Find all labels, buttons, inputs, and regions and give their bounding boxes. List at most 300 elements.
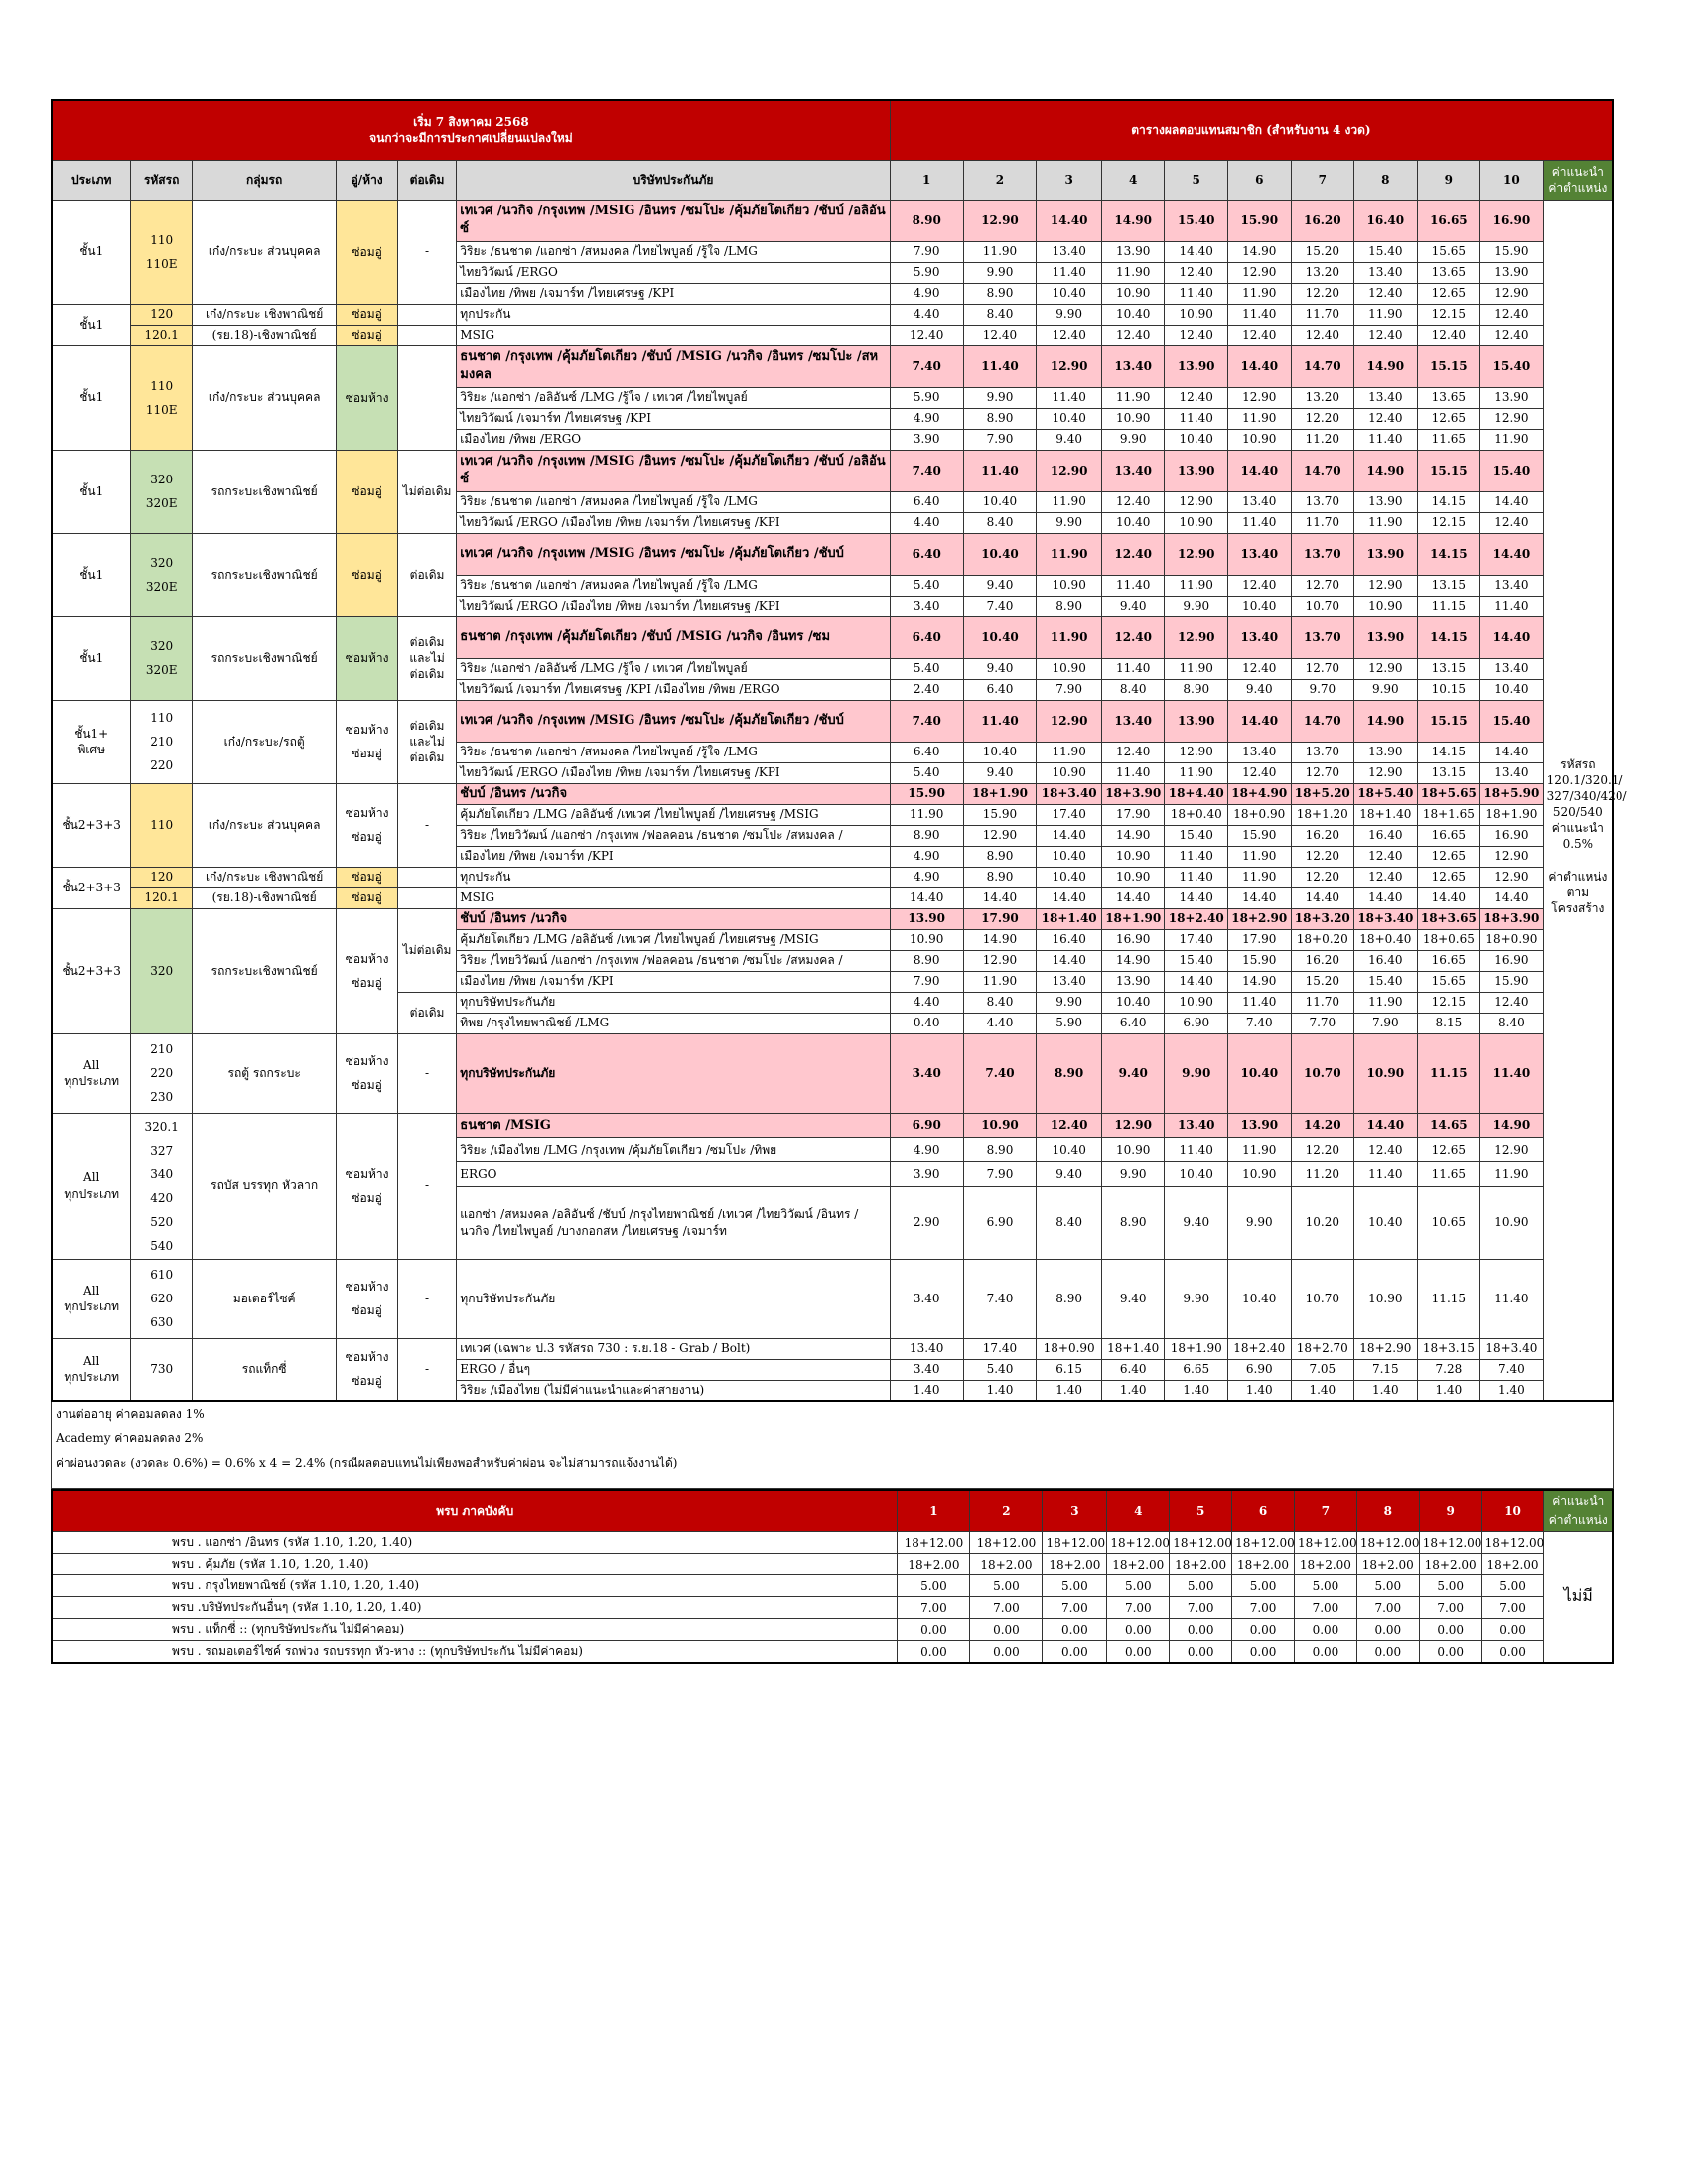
compulsory-rate: 7.00	[1356, 1597, 1419, 1619]
rate-cell: 18+3.65	[1417, 908, 1480, 929]
rate-cell: 13.90	[890, 908, 963, 929]
rate-cell: 11.15	[1417, 596, 1480, 616]
rate-cell: 18+4.40	[1165, 783, 1228, 804]
rate-cell: 18+1.90	[1165, 1338, 1228, 1359]
vehicle-group: รถกระบะเชิงพาณิชย์	[192, 533, 337, 616]
rate-cell: 18+3.15	[1417, 1338, 1480, 1359]
compulsory-inst-3: 3	[1043, 1490, 1107, 1532]
rate-cell: 9.90	[1165, 1259, 1228, 1338]
rate-cell: 12.70	[1291, 575, 1354, 596]
rate-cell: 12.20	[1291, 283, 1354, 304]
rate-cell: 7.90	[1037, 679, 1102, 700]
rate-cell: 13.90	[1165, 345, 1228, 387]
rate-cell: 12.40	[1228, 325, 1292, 345]
rate-cell: 10.40	[1101, 512, 1165, 533]
vehicle-code: 110 210 220	[131, 700, 192, 783]
insurer-list: วิริยะ /เมืองไทย /LMG /กรุงเทพ /คุ้มภัยโตเกียว /ซมโปะ /ทิพย	[457, 1138, 891, 1162]
insurer-list: ธนชาต /กรุงเทพ /คุ้มภัยโตเกียว /ชับบ์ /MSIG /นวกิจ /อินทร /ซม	[457, 616, 891, 658]
col-insurer: บริษัทประกันภัย	[457, 160, 891, 200]
rate-cell: 16.90	[1480, 200, 1544, 241]
renew-status: ต่อเดิม และไม่ ต่อเดิม	[397, 700, 456, 783]
rate-cell: 10.40	[1037, 846, 1102, 867]
rate-cell: 16.40	[1354, 950, 1418, 971]
rate-cell: 11.90	[1354, 304, 1418, 325]
rate-cell: 4.40	[890, 304, 963, 325]
compulsory-inst-4: 4	[1107, 1490, 1170, 1532]
rate-cell: 11.40	[1480, 1033, 1544, 1113]
rate-cell: 13.40	[1101, 700, 1165, 742]
rate-cell: 11.40	[1228, 992, 1292, 1013]
compulsory-row	[52, 1597, 1613, 1619]
compulsory-rate: 18+12.00	[1294, 1532, 1356, 1554]
rate-cell: 9.90	[1228, 1186, 1292, 1259]
vehicle-type: ชั้น1+ พิเศษ	[52, 700, 131, 783]
rate-cell: 4.90	[890, 408, 963, 429]
rate-cell: 9.70	[1291, 679, 1354, 700]
rate-cell: 12.65	[1417, 283, 1480, 304]
rate-cell: 5.40	[890, 762, 963, 783]
rate-cell: 11.90	[1228, 283, 1292, 304]
vehicle-code: 320.1 327 340 420 520 540	[131, 1113, 192, 1259]
rate-cell: 8.90	[890, 200, 963, 241]
remark-line: ค่าแนะนำ	[1551, 821, 1604, 836]
rate-cell: 9.40	[1101, 1033, 1165, 1113]
rate-cell: 6.90	[1228, 1359, 1292, 1380]
rate-cell: 13.90	[1165, 450, 1228, 491]
vehicle-type: ชั้น1	[52, 345, 131, 450]
rate-cell: 14.40	[1480, 533, 1544, 575]
rate-cell: 13.90	[1480, 387, 1544, 408]
vehicle-group: เก๋ง/กระบะ ส่วนบุคคล	[192, 200, 337, 304]
vehicle-type: All ทุกประเภท	[52, 1259, 131, 1338]
rate-cell: 5.40	[890, 658, 963, 679]
insurer-list: วิริยะ /แอกซ่า /อลิอันซ์ /LMG /รู้ใจ / เทเวศ /ไทยไพบูลย์	[457, 658, 891, 679]
rate-cell: 10.90	[1354, 1259, 1418, 1338]
insurer-list: ไทยวิวัฒน์ /ERGO /เมืองไทย /ทิพย /เจมาร์ท /ไทยเศรษฐ /KPI	[457, 596, 891, 616]
insurer-list: ทุกประกัน	[457, 867, 891, 887]
rate-cell: 13.40	[1228, 616, 1292, 658]
rate-cell: 11.90	[890, 804, 963, 825]
garage-type: ซ่อมอู่	[337, 533, 397, 616]
note-academy: Academy ค่าคอมลดลง 2%	[56, 1432, 204, 1445]
compulsory-rate: 0.00	[1170, 1619, 1232, 1641]
rate-cell: 15.65	[1417, 241, 1480, 262]
vehicle-type: ชั้น1	[52, 450, 131, 533]
renew-status	[397, 867, 456, 887]
rate-cell: 10.40	[963, 616, 1037, 658]
rate-cell: 12.90	[1037, 700, 1102, 742]
rate-cell: 7.70	[1291, 1013, 1354, 1033]
rate-cell: 4.40	[890, 992, 963, 1013]
rate-cell: 10.20	[1291, 1186, 1354, 1259]
rate-cell: 18+2.90	[1228, 908, 1292, 929]
rate-cell: 13.90	[1354, 742, 1418, 762]
rate-cell: 1.40	[1354, 1380, 1418, 1401]
rate-cell: 18+3.40	[1480, 1338, 1544, 1359]
rate-cell: 18+1.90	[1101, 908, 1165, 929]
compulsory-title: พรบ ภาคบังคับ	[52, 1490, 898, 1532]
col-remark: ค่าแนะนำ ค่าตำแหน่ง	[1543, 160, 1613, 200]
compulsory-rate: 0.00	[898, 1619, 970, 1641]
col-code: รหัสรถ	[131, 160, 192, 200]
rate-cell: 1.40	[890, 1380, 963, 1401]
rate-cell: 14.40	[1037, 825, 1102, 846]
rate-cell: 13.70	[1291, 491, 1354, 512]
rate-cell: 6.40	[890, 742, 963, 762]
rate-cell: 13.40	[1228, 533, 1292, 575]
rate-cell: 14.40	[1480, 491, 1544, 512]
col-inst-6: 6	[1228, 160, 1292, 200]
rate-cell: 18+1.90	[1480, 804, 1544, 825]
rate-cell: 11.90	[1037, 742, 1102, 762]
compulsory-row	[52, 1641, 1613, 1664]
rate-cell: 18+1.65	[1417, 804, 1480, 825]
note-installment: ค่าผ่อนงวดละ (งวดละ 0.6%) = 0.6% x 4 = 2.4% (กรณีผลตอบแทนไม่เพียงพอสำหรับค่าผ่อน จะไม่สามารถแจ้งงานได้)	[56, 1456, 678, 1470]
col-type: ประเภท	[52, 160, 131, 200]
remark-line: รหัสรถ	[1560, 756, 1596, 771]
rate-cell: 1.40	[1228, 1380, 1292, 1401]
rate-cell: 15.90	[963, 804, 1037, 825]
vehicle-group: รถกระบะเชิงพาณิชย์	[192, 616, 337, 700]
rate-cell: 12.65	[1417, 867, 1480, 887]
rate-cell: 5.90	[1037, 1013, 1102, 1033]
rate-cell: 10.90	[1165, 512, 1228, 533]
rate-cell: 12.40	[1037, 325, 1102, 345]
rate-cell: 11.40	[963, 700, 1037, 742]
effective-date-header	[52, 100, 890, 160]
rate-cell: 16.20	[1291, 825, 1354, 846]
compulsory-rate: 7.00	[1294, 1597, 1356, 1619]
insurer-list: MSIG	[457, 887, 891, 908]
rate-cell: 10.90	[890, 929, 963, 950]
garage-type: ซ่อมห้าง	[337, 345, 397, 450]
rate-cell: 12.40	[1291, 325, 1354, 345]
rate-cell: 18+4.90	[1228, 783, 1292, 804]
rate-cell: 12.90	[1228, 387, 1292, 408]
rate-cell: 10.40	[1480, 679, 1544, 700]
vehicle-type: ชั้น1	[52, 200, 131, 304]
rate-cell: 15.40	[1480, 345, 1544, 387]
col-inst-5: 5	[1165, 160, 1228, 200]
compulsory-rate: 18+12.00	[970, 1532, 1043, 1554]
renew-status: -	[397, 1113, 456, 1259]
compulsory-rate: 18+12.00	[1481, 1532, 1544, 1554]
rate-cell: 5.90	[890, 387, 963, 408]
rate-cell: 6.40	[890, 616, 963, 658]
compulsory-rate: 0.00	[1294, 1641, 1356, 1664]
rate-cell: 1.40	[1417, 1380, 1480, 1401]
compulsory-rate: 0.00	[970, 1619, 1043, 1641]
rate-cell: 15.90	[1228, 825, 1292, 846]
rate-cell: 18+0.40	[1165, 804, 1228, 825]
rate-cell: 11.70	[1291, 992, 1354, 1013]
insurer-list: วิริยะ /ไทยวิวัฒน์ /แอกซ่า /กรุงเทพ /ฟอลคอน /ธนชาต /ซมโปะ /สหมงคล /	[457, 950, 891, 971]
vehicle-type: ชั้น1	[52, 304, 131, 345]
compulsory-rate: 18+12.00	[1232, 1532, 1295, 1554]
compulsory-rate: 18+2.00	[1356, 1554, 1419, 1575]
renew-status: ไม่ต่อเดิม	[397, 450, 456, 533]
rate-cell: 14.40	[1228, 700, 1292, 742]
rate-cell: 11.40	[1101, 575, 1165, 596]
rate-cell: 12.15	[1417, 992, 1480, 1013]
rate-cell: 13.40	[1101, 345, 1165, 387]
rate-cell: 11.90	[1037, 491, 1102, 512]
rate-cell: 12.90	[963, 825, 1037, 846]
insurer-list: ไทยวิวัฒน์ /ERGO /เมืองไทย /ทิพย /เจมาร์ท /ไทยเศรษฐ /KPI	[457, 512, 891, 533]
rate-cell: 12.90	[1480, 408, 1544, 429]
remark-line	[1547, 853, 1609, 869]
vehicle-type: ชั้น1	[52, 533, 131, 616]
rate-cell: 2.90	[890, 1186, 963, 1259]
rate-cell: 9.90	[1165, 1033, 1228, 1113]
rate-cell: 5.40	[890, 575, 963, 596]
compulsory-rate: 0.00	[1170, 1641, 1232, 1664]
insurer-list: เมืองไทย /ทิพย /เจมาร์ท /ไทยเศรษฐ /KPI	[457, 283, 891, 304]
vehicle-code: 320 320E	[131, 450, 192, 533]
rate-cell: 15.65	[1417, 971, 1480, 992]
rate-cell: 8.40	[963, 992, 1037, 1013]
rate-cell: 11.40	[1037, 387, 1102, 408]
rate-cell: 13.40	[1228, 742, 1292, 762]
compulsory-rate: 0.00	[1419, 1641, 1481, 1664]
rate-cell: 13.15	[1417, 575, 1480, 596]
renew-status: ต่อเดิม	[397, 533, 456, 616]
compulsory-rate: 5.00	[1232, 1575, 1295, 1597]
rate-cell: 10.90	[1101, 283, 1165, 304]
rate-cell: 12.40	[1165, 262, 1228, 283]
compulsory-rate: 18+2.00	[1107, 1554, 1170, 1575]
compulsory-label: พรบ . รถมอเตอร์ไซค์ รถพ่วง รถบรรทุก หัว-หาง :: (ทุกบริษัทประกัน ไม่มีค่าคอม)	[52, 1641, 898, 1664]
rate-cell: 11.90	[963, 241, 1037, 262]
rate-cell: 11.40	[1228, 304, 1292, 325]
rate-cell: 14.40	[1354, 1113, 1418, 1138]
renew-status: -	[397, 1033, 456, 1113]
rate-cell: 11.40	[1480, 1259, 1544, 1338]
col-inst-1: 1	[890, 160, 963, 200]
insurer-list: ERGO / อื่นๆ	[457, 1359, 891, 1380]
remark-line: ค่าตำแหน่ง	[1548, 869, 1608, 884]
compulsory-rate: 18+2.00	[898, 1554, 970, 1575]
compulsory-rate: 0.00	[1294, 1619, 1356, 1641]
rate-cell: 10.90	[1037, 762, 1102, 783]
rate-cell: 9.90	[963, 387, 1037, 408]
rate-cell: 11.90	[1101, 387, 1165, 408]
table-row	[52, 325, 1613, 345]
compulsory-inst-9: 9	[1419, 1490, 1481, 1532]
rate-cell: 14.90	[963, 929, 1037, 950]
garage-type: ซ่อมห้าง ซ่อมอู่	[337, 1033, 397, 1113]
rate-cell: 12.40	[1480, 304, 1544, 325]
rate-cell: 15.90	[1480, 241, 1544, 262]
rate-cell: 14.40	[1165, 971, 1228, 992]
rate-cell: 14.40	[1417, 887, 1480, 908]
rate-cell: 8.90	[963, 846, 1037, 867]
rate-cell: 10.90	[1228, 1161, 1292, 1186]
rate-cell: 7.40	[963, 1033, 1037, 1113]
compulsory-rate: 18+12.00	[1043, 1532, 1107, 1554]
insurer-list: MSIG	[457, 325, 891, 345]
rate-cell: 10.40	[1228, 596, 1292, 616]
rate-cell: 11.40	[1480, 596, 1544, 616]
compulsory-label: พรบ . กรุงไทยพาณิชย์ (รหัส 1.10, 1.20, 1.40)	[52, 1575, 898, 1597]
rate-cell: 8.40	[1480, 1013, 1544, 1033]
rate-cell: 13.40	[1101, 450, 1165, 491]
compulsory-rate: 0.00	[1043, 1641, 1107, 1664]
col-inst-7: 7	[1291, 160, 1354, 200]
compulsory-rate: 5.00	[970, 1575, 1043, 1597]
insurer-list: ทิพย /กรุงไทยพาณิชย์ /LMG	[457, 1013, 891, 1033]
rate-cell: 16.65	[1417, 200, 1480, 241]
compulsory-rate: 18+12.00	[1107, 1532, 1170, 1554]
compulsory-rate: 0.00	[1232, 1619, 1295, 1641]
vehicle-group: รถกระบะเชิงพาณิชย์	[192, 450, 337, 533]
remark-line: 520/540	[1552, 805, 1603, 820]
vehicle-code: 730	[131, 1338, 192, 1401]
garage-type: ซ่อมห้าง ซ่อมอู่	[337, 1338, 397, 1401]
rate-cell: 1.40	[1480, 1380, 1544, 1401]
garage-type: ซ่อมห้าง ซ่อมอู่	[337, 1259, 397, 1338]
rate-cell: 12.40	[1354, 325, 1418, 345]
insurer-list: ธนชาต /กรุงเทพ /คุ้มภัยโตเกียว /ชับบ์ /MSIG /นวกิจ /อินทร /ซมโปะ /สหมงคล	[457, 345, 891, 387]
garage-type: ซ่อมห้าง	[337, 616, 397, 700]
rate-cell: 11.40	[1228, 512, 1292, 533]
rate-cell: 12.90	[1165, 491, 1228, 512]
vehicle-group: รถบัส บรรทุก หัวลาก	[192, 1113, 337, 1259]
vehicle-code: 210 220 230	[131, 1033, 192, 1113]
rate-cell: 10.40	[1101, 992, 1165, 1013]
rate-cell: 9.90	[1037, 512, 1102, 533]
rate-cell: 10.90	[1354, 1033, 1418, 1113]
rate-cell: 9.40	[1228, 679, 1292, 700]
rate-cell: 13.40	[1354, 262, 1418, 283]
compulsory-rate: 18+2.00	[1170, 1554, 1232, 1575]
rate-cell: 12.40	[1480, 512, 1544, 533]
compulsory-rate: 0.00	[1481, 1619, 1544, 1641]
rate-cell: 8.90	[1037, 1033, 1102, 1113]
compulsory-rate: 18+12.00	[1356, 1532, 1419, 1554]
rate-cell: 15.90	[1480, 971, 1544, 992]
rate-cell: 11.40	[1165, 283, 1228, 304]
rate-cell: 12.40	[1228, 658, 1292, 679]
rate-cell: 3.90	[890, 429, 963, 450]
rate-cell: 11.40	[963, 345, 1037, 387]
commission-table	[51, 99, 1627, 1402]
rate-cell: 17.40	[963, 1338, 1037, 1359]
insurer-list: เทเวศ /นวกิจ /กรุงเทพ /MSIG /อินทร /ซมโปะ /คุ้มภัยโตเกียว /ชับบ์	[457, 533, 891, 575]
rate-cell: 13.70	[1291, 616, 1354, 658]
renew-status: ต่อเดิม และไม่ ต่อเดิม	[397, 616, 456, 700]
rate-cell: 18+0.65	[1417, 929, 1480, 950]
compulsory-rate: 18+2.00	[1232, 1554, 1295, 1575]
rate-cell: 11.90	[1228, 408, 1292, 429]
compulsory-rate: 0.00	[1043, 1619, 1107, 1641]
rate-cell: 7.28	[1417, 1359, 1480, 1380]
rate-cell: 18+3.40	[1037, 783, 1102, 804]
rate-cell: 18+0.20	[1291, 929, 1354, 950]
insurer-list: คุ้มภัยโตเกียว /LMG /อลิอันซ์ /เทเวศ /ไทยไพบูลย์ /ไทยเศรษฐ /MSIG	[457, 804, 891, 825]
vehicle-code: 120	[131, 867, 192, 887]
compulsory-rate: 0.00	[1419, 1619, 1481, 1641]
compulsory-rate: 0.00	[1107, 1641, 1170, 1664]
compulsory-rate: 5.00	[1419, 1575, 1481, 1597]
rate-cell: 9.90	[1101, 1161, 1165, 1186]
rate-cell: 8.90	[963, 283, 1037, 304]
rate-cell: 12.90	[1354, 762, 1418, 783]
compulsory-insurance-table	[51, 1489, 1614, 1664]
rate-cell: 12.90	[1165, 533, 1228, 575]
rate-cell: 13.90	[1480, 262, 1544, 283]
insurer-list: วิริยะ /ธนชาต /แอกซ่า /สหมงคล /ไทยไพบูลย์ /รู้ใจ /LMG	[457, 241, 891, 262]
rate-cell: 14.90	[1101, 825, 1165, 846]
rate-cell: 10.90	[1165, 304, 1228, 325]
vehicle-group: เก๋ง/กระบะ เชิงพาณิชย์	[192, 304, 337, 325]
compulsory-remark: ไม่มี	[1544, 1532, 1613, 1664]
rate-cell: 7.40	[963, 596, 1037, 616]
insurer-list: แอกซ่า /สหมงคล /อลิอันซ์ /ชับบ์ /กรุงไทยพาณิชย์ /เทเวศ /ไทยวิวัฒน์ /อินทร /นวกิจ /ไทยไพบูลย์ /บางกอกสห /ไทยเศรษฐ /เจมาร์ท	[457, 1186, 891, 1259]
table-row	[52, 1113, 1613, 1138]
rate-cell: 12.15	[1417, 512, 1480, 533]
vehicle-group: เก๋ง/กระบะ ส่วนบุคคล	[192, 345, 337, 450]
commission-body	[52, 200, 1627, 1401]
rate-cell: 17.90	[1101, 804, 1165, 825]
rate-cell: 9.40	[963, 658, 1037, 679]
rate-cell: 1.40	[1101, 1380, 1165, 1401]
rate-cell: 7.90	[1354, 1013, 1418, 1033]
table-row	[52, 1033, 1613, 1113]
rate-cell: 8.90	[963, 1138, 1037, 1162]
rate-cell: 18+1.90	[963, 783, 1037, 804]
rate-cell: 10.90	[1101, 408, 1165, 429]
rate-cell: 14.15	[1417, 616, 1480, 658]
remark-line: 327/340/420/	[1546, 788, 1627, 803]
rate-cell: 11.90	[1037, 616, 1102, 658]
rate-cell: 11.20	[1291, 1161, 1354, 1186]
rate-cell: 11.90	[1165, 762, 1228, 783]
compulsory-rate: 0.00	[970, 1641, 1043, 1664]
rate-cell: 13.70	[1291, 533, 1354, 575]
insurer-list: ไทยวิวัฒน์ /เจมาร์ท /ไทยเศรษฐ /KPI	[457, 408, 891, 429]
rate-cell: 18+2.70	[1291, 1338, 1354, 1359]
rate-cell: 8.90	[963, 408, 1037, 429]
compulsory-rate: 5.00	[1356, 1575, 1419, 1597]
rate-cell: 4.40	[963, 1013, 1037, 1033]
col-inst-2: 2	[963, 160, 1037, 200]
rate-cell: 12.40	[1101, 491, 1165, 512]
rate-cell: 4.40	[890, 512, 963, 533]
rate-cell: 10.90	[1228, 429, 1292, 450]
table-row	[52, 867, 1613, 887]
compulsory-rate: 7.00	[970, 1597, 1043, 1619]
rate-cell: 15.20	[1291, 241, 1354, 262]
rate-cell: 10.90	[1480, 1186, 1544, 1259]
vehicle-code: 110 110E	[131, 345, 192, 450]
rate-cell: 18+5.90	[1480, 783, 1544, 804]
rate-cell: 11.90	[1165, 658, 1228, 679]
rate-cell: 15.15	[1417, 450, 1480, 491]
compulsory-rate: 18+2.00	[1481, 1554, 1544, 1575]
compulsory-label: พรบ . แอกซ่า /อินทร (รหัส 1.10, 1.20, 1.40)	[52, 1532, 898, 1554]
vehicle-code: 120.1	[131, 325, 192, 345]
table-row	[52, 200, 1613, 241]
rate-cell: 7.40	[890, 345, 963, 387]
rate-cell: 2.40	[890, 679, 963, 700]
rate-cell: 12.65	[1417, 408, 1480, 429]
rate-cell: 12.40	[1101, 533, 1165, 575]
compulsory-rate: 7.00	[1481, 1597, 1544, 1619]
compulsory-rate: 5.00	[1107, 1575, 1170, 1597]
col-inst-10: 10	[1480, 160, 1544, 200]
rate-cell: 12.90	[1037, 450, 1102, 491]
